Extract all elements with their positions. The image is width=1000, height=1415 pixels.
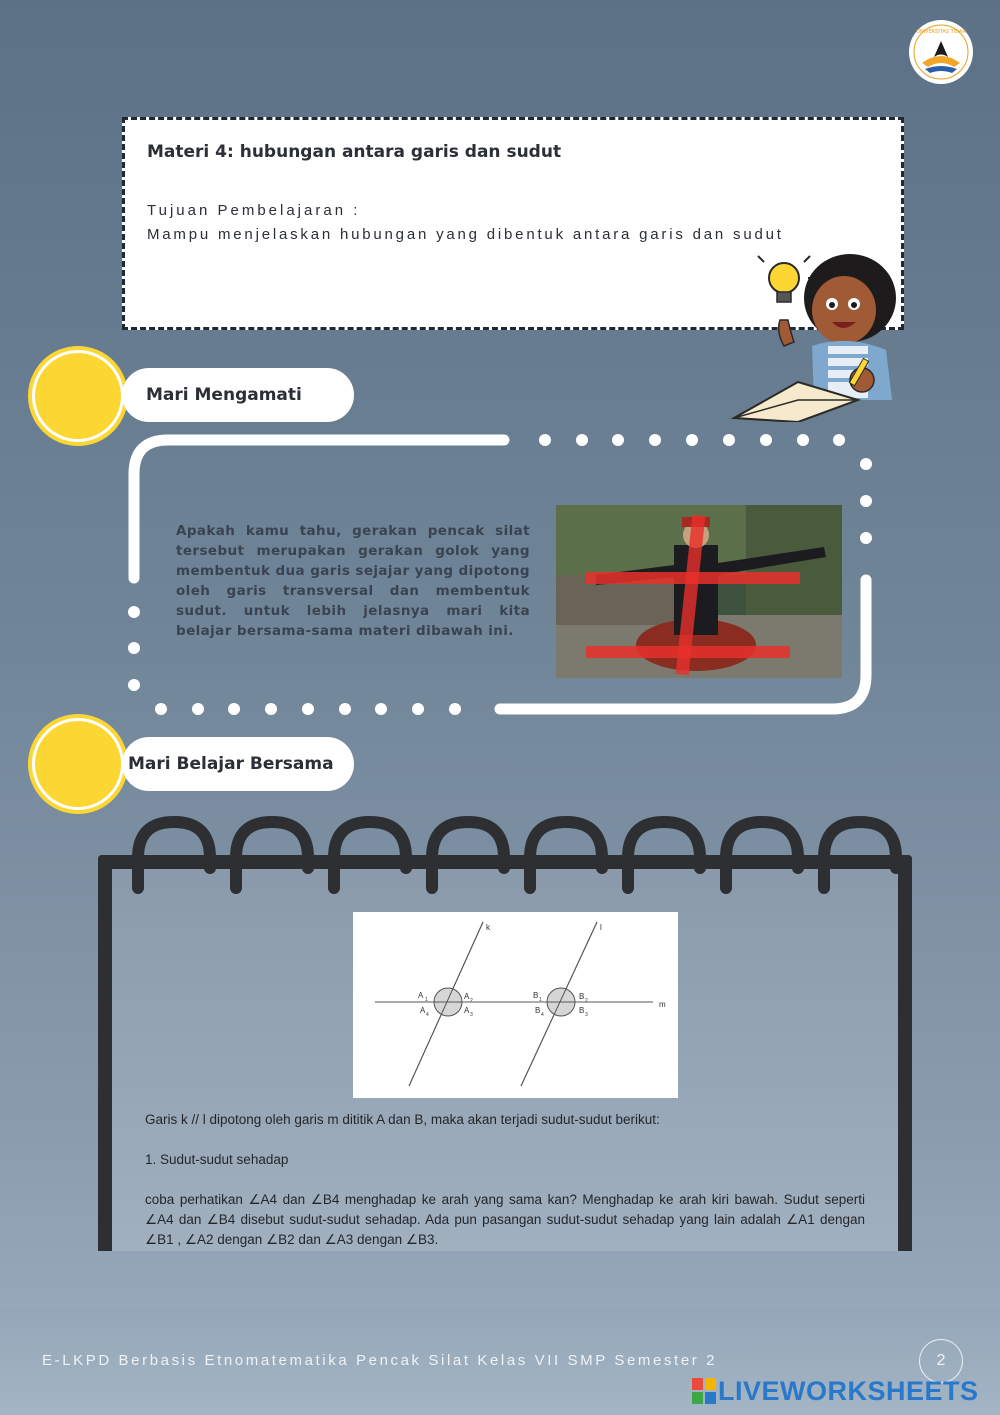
notebook-paragraph: coba perhatikan ∠A4 dan ∠B4 menghadap ke arah yang sama kan? Menghadap ke arah kiri bawah. Sudut seperti ∠A4 dan ∠B4 disebut sudut-sudut sehadap. Ada pun pasangan sudut-sudut sehadap yang lain adalah ∠A1 dengan ∠B1 , ∠A2 dengan ∠B2 dan ∠A3 dengan ∠B3. xyxy=(145,1192,865,1247)
svg-text:3: 3 xyxy=(470,1012,473,1018)
svg-text:4: 4 xyxy=(541,1012,544,1018)
label-a1: A xyxy=(418,991,424,1000)
svg-text:2: 2 xyxy=(585,998,588,1004)
svg-text:1: 1 xyxy=(425,997,428,1003)
observe-text: Apakah kamu tahu, gerakan pencak silat tersebut merupakan gerakan golok yang membentuk dua garis sejajar yang dipotong oleh garis transversal dan membentuk sudut. untuk lebih jelasnya mari kita belajar bersama-sama materi dibawah ini. xyxy=(176,523,530,639)
label-m: m xyxy=(659,1000,666,1009)
notebook-item-1: 1. Sudut-sudut sehadap xyxy=(145,1152,289,1167)
page-number: 2 xyxy=(919,1339,963,1383)
svg-text:2: 2 xyxy=(470,998,473,1004)
notebook-intro: Garis k // l dipotong oleh garis m dititik A dan B, maka akan terjadi sudut-sudut berikut: xyxy=(145,1112,660,1127)
liveworksheets-logo-icon[interactable] xyxy=(692,1378,716,1404)
label-b2: B xyxy=(579,992,585,1001)
tujuan-text: Mampu menjelaskan hubungan yang dibentuk antara garis dan sudut xyxy=(147,226,784,243)
label-a2: A xyxy=(464,992,470,1001)
label-a3: A xyxy=(464,1006,470,1015)
svg-text:1: 1 xyxy=(539,997,542,1003)
footer-text: E-LKPD Berbasis Etnomatematika Pencak Silat Kelas VII SMP Semester 2 xyxy=(42,1352,718,1369)
materi-title: Materi 4: hubungan antara garis dan sudut xyxy=(147,142,562,162)
parallel-lines-diagram xyxy=(353,912,678,1098)
svg-text:3: 3 xyxy=(585,1012,588,1018)
label-b1: B xyxy=(533,991,539,1000)
label-b3: B xyxy=(579,1006,585,1015)
label-k: k xyxy=(486,923,490,932)
label-b4: B xyxy=(535,1006,541,1015)
learn-section-title: Mari Belajar Bersama xyxy=(128,754,334,774)
liveworksheets-brand[interactable]: LIVEWORKSHEETS xyxy=(718,1376,979,1406)
tujuan-label: Tujuan Pembelajaran : xyxy=(147,202,361,219)
label-l: l xyxy=(600,923,602,932)
logo-caption: UNIVERSITAS TIDAR xyxy=(916,29,966,35)
observe-section-title: Mari Mengamati xyxy=(146,385,302,405)
svg-text:4: 4 xyxy=(426,1012,429,1018)
label-a4: A xyxy=(420,1006,426,1015)
